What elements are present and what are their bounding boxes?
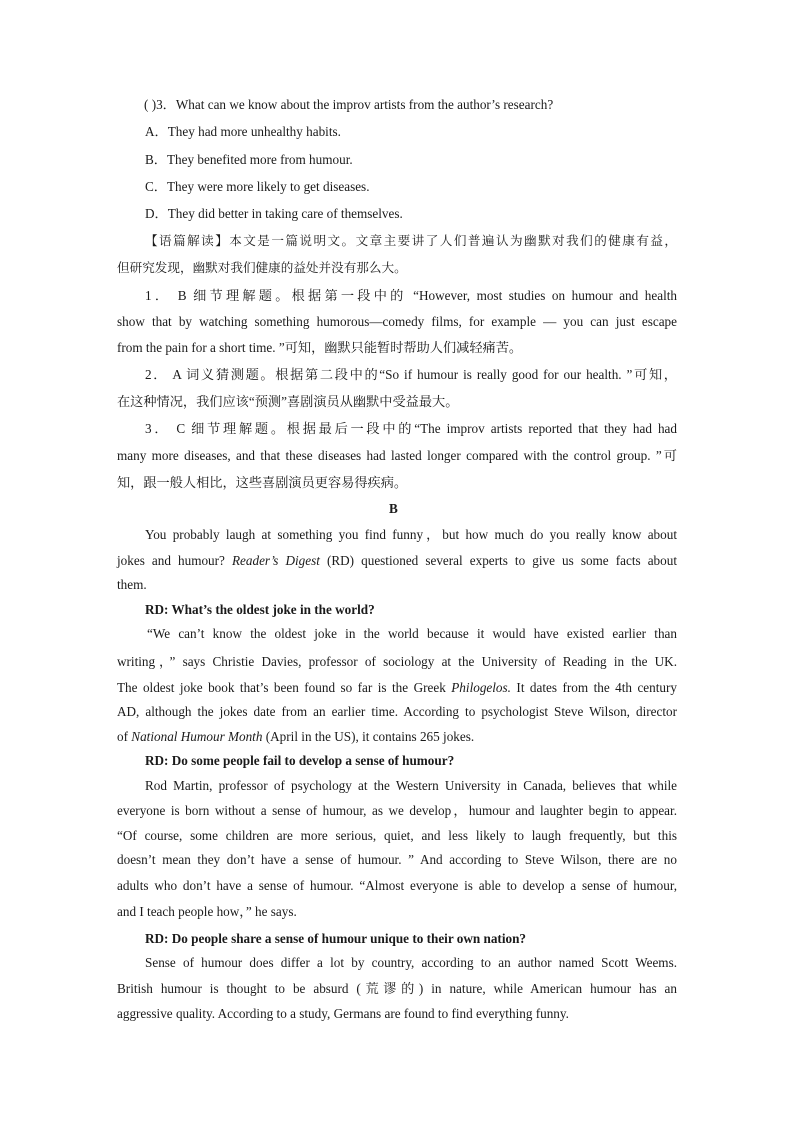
answer-3-line-1: 3． C 细节理解题。根据最后一段中的“The improv artists reported that they had had xyxy=(145,421,677,436)
question-heading-3: RD: Do people share a sense of humour unique to their own nation? xyxy=(145,931,527,946)
q1-line-3: The oldest joke book that’s been found so far is the Greek Philogelos. It dates from the 4th century xyxy=(117,680,677,695)
q2-line-2: everyone is born without a sense of humour, as we develop，humour and laughter begin to appear. xyxy=(117,803,677,818)
magazine-title: Reader’s Digest xyxy=(231,553,320,568)
option-a: A．They had more unhealthy habits. xyxy=(145,124,341,139)
intro-line-2: jokes and humour? Reader’s Digest (RD) questioned several experts to give us some facts about xyxy=(117,553,677,568)
q2-line-4: doesn’t mean they don’t have a sense of humour. ” And according to Steve Wilson, there are no xyxy=(117,852,677,867)
answer-1-line-1: 1． B 细节理解题。根据第一段中的 “However, most studies on humour and health xyxy=(145,288,677,303)
analysis-intro-line-2: 但研究发现，幽默对我们健康的益处并没有那么大。 xyxy=(117,260,407,275)
question-heading-2: RD: Do some people fail to develop a sense of humour? xyxy=(145,753,455,768)
option-c: C．They were more likely to get diseases. xyxy=(145,179,370,194)
q1-line-4: AD, although the jokes date from an earlier time. According to psychologist Steve Wilson, director xyxy=(117,704,677,719)
analysis-intro-line-1: 【语篇解读】本文是一篇说明文。文章主要讲了人们普遍认为幽默对我们的健康有益， xyxy=(145,233,677,248)
q1-line-2: writing，” says Christie Davies, professor of sociology at the University of Reading in the UK. xyxy=(117,654,677,669)
intro-line-3: them. xyxy=(117,577,147,592)
option-d: D．They did better in taking care of themselves. xyxy=(145,206,403,221)
option-b: B．They benefited more from humour. xyxy=(145,152,353,167)
answer-3-line-2: many more diseases, and that these diseases had lasted longer compared with the control group. ”可 xyxy=(117,448,677,463)
answer-3-line-3: 知，跟一般人相比，这些喜剧演员更容易得疾病。 xyxy=(117,475,408,490)
q3-line-3: aggressive quality. According to a study, Germans are found to find everything funny. xyxy=(117,1006,569,1021)
section-heading: B xyxy=(389,501,398,516)
q1-line-5: of National Humour Month (April in the US), it contains 265 jokes. xyxy=(117,729,475,744)
answer-1-line-3: from the pain for a short time. ”可知，幽默只能暂时帮助人们减轻痛苦。 xyxy=(117,340,523,355)
q2-line-1: Rod Martin, professor of psychology at the Western University in Canada, believes that while xyxy=(145,778,677,793)
q3-line-1: Sense of humour does differ a lot by country, according to an author named Scott Weems. xyxy=(145,955,677,970)
answer-1-line-2: show that by watching something humorous—comedy films, for example — you can just escape xyxy=(117,314,677,329)
intro-line-1: You probably laugh at something you find funny，but how much do you really know about xyxy=(145,527,677,542)
answer-2-line-1: 2． A 词义猜测题。根据第二段中的“So if humour is really good for our health. ”可知， xyxy=(145,367,677,382)
q2-line-5: adults who don’t have a sense of humour. “Almost everyone is able to develop a sense of humour, xyxy=(117,878,677,893)
question-heading-1: RD: What’s the oldest joke in the world? xyxy=(145,602,375,617)
q2-line-3: “Of course, some children are more serious, quiet, and less likely to laugh frequently, but this xyxy=(117,828,677,843)
q3-line-2: British humour is thought to be absurd (荒谬的) in nature, while American humour has an xyxy=(117,981,677,996)
event-title: National Humour Month xyxy=(131,729,263,744)
question-3-stem: ( )3．What can we know about the improv artists from the author’s research? xyxy=(144,97,554,112)
q1-line-1: “We can’t know the oldest joke in the world because it would have existed earlier than xyxy=(147,626,677,641)
book-title: Philogelos. xyxy=(451,680,511,695)
answer-2-line-2: 在这种情况，我们应该“预测”喜剧演员从幽默中受益最大。 xyxy=(117,394,459,409)
q2-line-6: and I teach people how，” he says. xyxy=(117,904,297,919)
